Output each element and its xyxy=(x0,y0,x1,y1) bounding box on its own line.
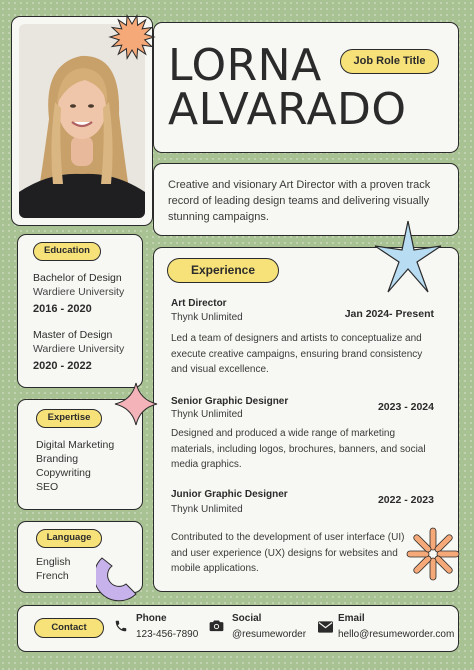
mail-icon xyxy=(318,620,333,638)
education-school: Wardiere University xyxy=(33,343,125,355)
email-label: Email xyxy=(338,613,365,624)
job-title: Senior Graphic Designer xyxy=(171,396,289,407)
phone-value: 123-456-7890 xyxy=(136,629,199,640)
job-description: Contributed to the development of user interface (UI) and user experience (UX) designs for websites and mobile applications. xyxy=(171,532,405,574)
expertise-item: Copywriting xyxy=(36,467,91,479)
job-role-pill: Job Role Title xyxy=(340,49,439,74)
education-pill: Education xyxy=(33,242,101,261)
education-degree: Master of Design xyxy=(33,329,113,341)
language-pill: Language xyxy=(36,529,102,548)
education-years: 2020 - 2022 xyxy=(33,360,92,372)
job-dates: 2023 - 2024 xyxy=(377,401,434,413)
job-dates: Jan 2024- Present xyxy=(344,308,434,320)
experience-pill: Experience xyxy=(167,258,279,283)
education-degree: Bachelor of Design xyxy=(33,272,122,284)
lilac-arc-decoration xyxy=(96,554,142,602)
summary-text: Creative and visionary Art Director with a proven track record of leading design teams and delivering visually stunning campaigns. xyxy=(168,179,431,223)
job-company: Thynk Unlimited xyxy=(171,409,243,420)
job-description: Led a team of designers and artists to conceptualize and execute creative campaigns, ensuring brand consistency and visual excellence. xyxy=(171,333,423,375)
expertise-item: Branding xyxy=(36,453,79,465)
job-description: Designed and produced a wide range of marketing materials, including logos, brochures, banners, and social media graphics. xyxy=(171,428,426,470)
phone-icon xyxy=(114,619,128,638)
language-item: English xyxy=(36,556,71,568)
job-company: Thynk Unlimited xyxy=(171,312,243,323)
pink-diamond-star-decoration xyxy=(114,382,158,426)
job-company: Thynk Unlimited xyxy=(171,504,243,515)
last-name: ALVARADO xyxy=(168,84,407,135)
education-years: 2016 - 2020 xyxy=(33,303,92,315)
orange-asterisk-decoration xyxy=(405,526,461,582)
camera-icon xyxy=(209,619,224,637)
phone-label: Phone xyxy=(136,613,167,624)
social-value: @resumeworder xyxy=(232,629,307,640)
social-label: Social xyxy=(232,613,262,624)
expertise-item: SEO xyxy=(36,481,59,493)
expertise-pill: Expertise xyxy=(36,409,102,428)
job-title: Junior Graphic Designer xyxy=(171,489,288,500)
blue-star-decoration xyxy=(374,220,442,294)
contact-pill: Contact xyxy=(34,618,104,638)
expertise-item: Digital Marketing xyxy=(36,439,115,451)
job-dates: 2022 - 2023 xyxy=(377,494,434,506)
orange-starburst-decoration xyxy=(108,13,156,61)
job-title: Art Director xyxy=(171,298,227,309)
language-item: French xyxy=(36,570,69,582)
first-name: LORNA xyxy=(168,40,322,91)
email-value: hello@resumeworder.com xyxy=(338,629,455,640)
education-school: Wardiere University xyxy=(33,286,125,298)
